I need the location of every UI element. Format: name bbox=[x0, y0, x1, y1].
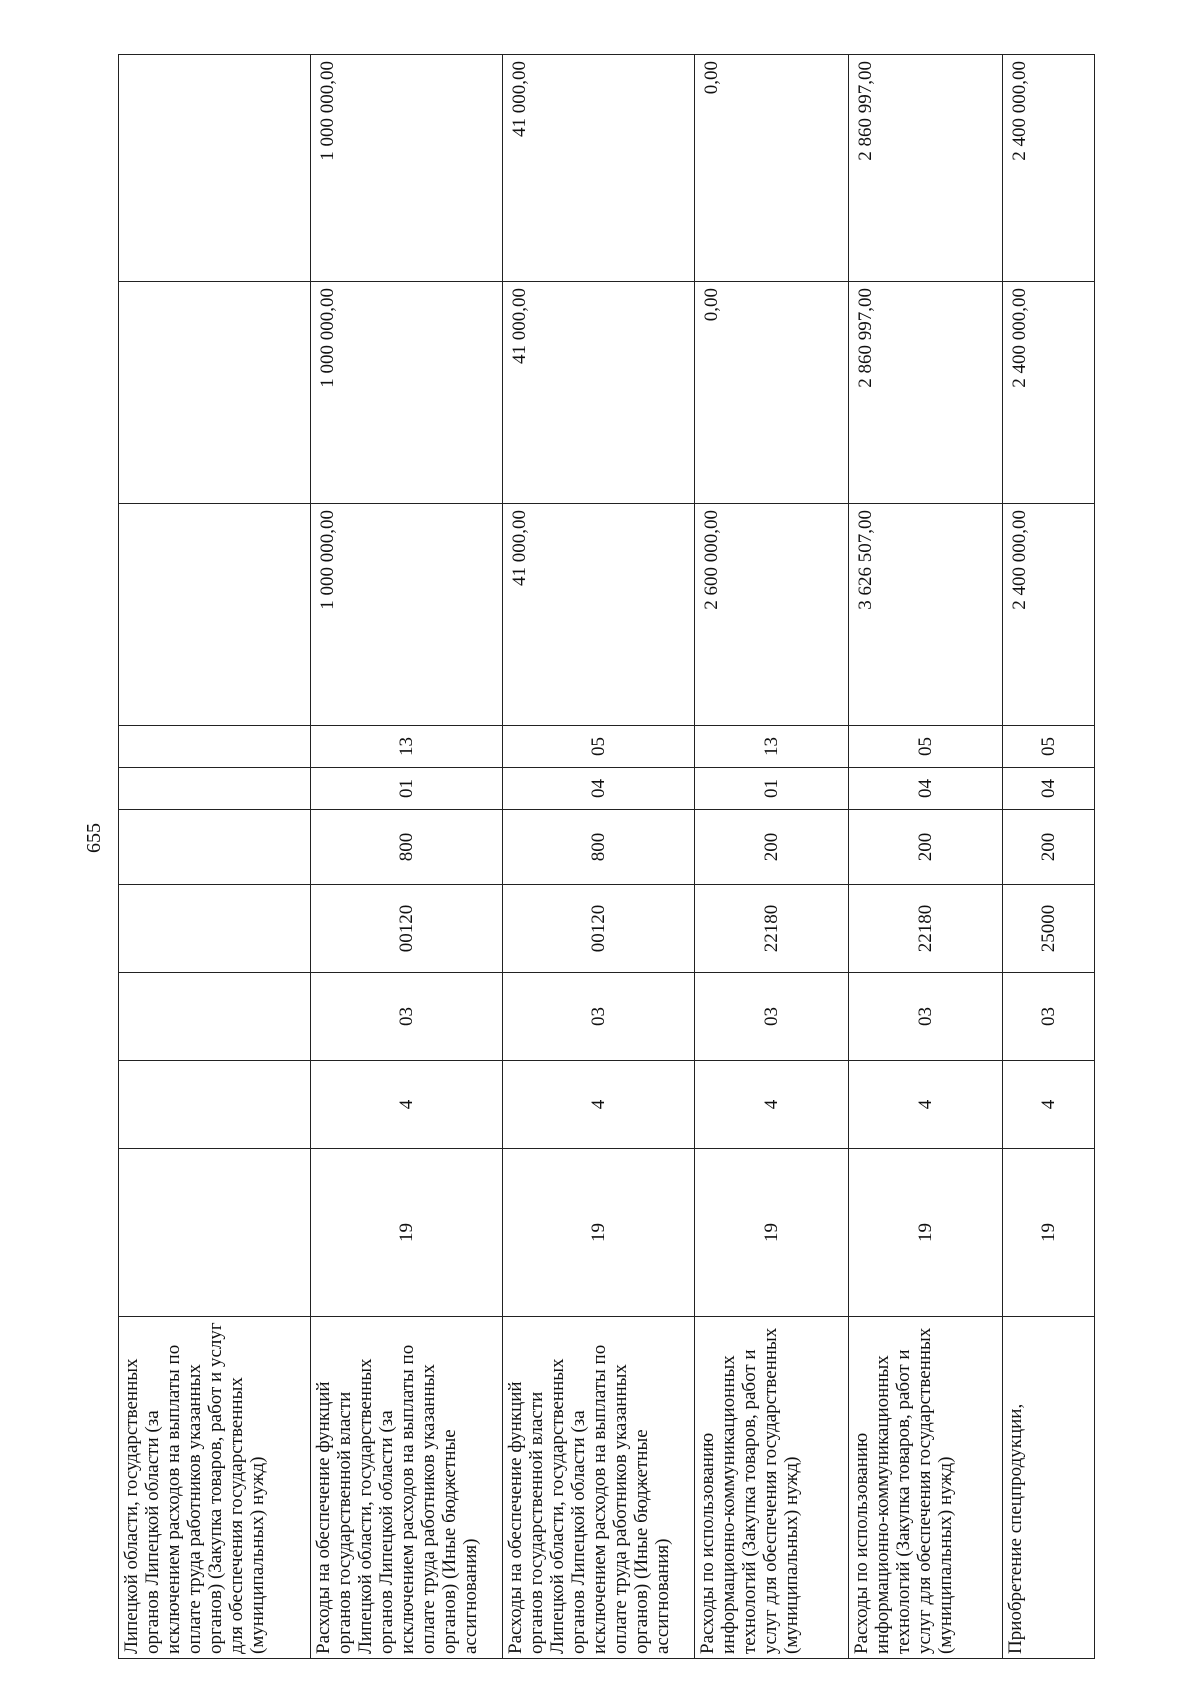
code-cell: 05 bbox=[503, 726, 695, 768]
code-cell: 19 bbox=[503, 1149, 695, 1317]
description-cell: Расходы по использованию информационно-коммуникационных технологий (Закупка товаров, работ и услуг для обеспечения государственных (муниципальных) нужд) bbox=[695, 1317, 849, 1659]
code-cell: 00120 bbox=[503, 885, 695, 973]
code-cell: 22180 bbox=[695, 885, 849, 973]
description-cell: Приобретение спецпродукции, bbox=[1003, 1317, 1095, 1659]
amount-cell: 2 600 000,00 bbox=[695, 504, 849, 726]
code-cell: 4 bbox=[849, 1061, 1003, 1149]
amount-cell bbox=[119, 282, 311, 504]
table-row bbox=[849, 55, 1003, 1659]
code-cell: 13 bbox=[695, 726, 849, 768]
code-cell: 800 bbox=[311, 810, 503, 885]
budget-table-rotated bbox=[118, 55, 1094, 1659]
code-cell: 03 bbox=[311, 973, 503, 1061]
code-cell: 03 bbox=[849, 973, 1003, 1061]
code-cell: 200 bbox=[849, 810, 1003, 885]
code-cell: 19 bbox=[849, 1149, 1003, 1317]
amount-cell: 41 000,00 bbox=[503, 282, 695, 504]
code-cell: 19 bbox=[695, 1149, 849, 1317]
code-cell: 4 bbox=[311, 1061, 503, 1149]
amount-cell: 3 626 507,00 bbox=[849, 504, 1003, 726]
code-cell: 05 bbox=[849, 726, 1003, 768]
code-cell: 03 bbox=[503, 973, 695, 1061]
code-cell: 25000 bbox=[1003, 885, 1095, 973]
table-row bbox=[695, 55, 849, 1659]
code-cell: 04 bbox=[503, 768, 695, 810]
amount-cell: 2 400 000,00 bbox=[1003, 282, 1095, 504]
code-cell: 01 bbox=[311, 768, 503, 810]
code-cell: 04 bbox=[849, 768, 1003, 810]
amount-cell bbox=[119, 504, 311, 726]
code-cell: 00120 bbox=[311, 885, 503, 973]
description-cell: Липецкой области, государственных органов Липецкой области (за исключением расходов на выплаты по оплате труда работников указанных органов) (Закупка товаров, работ и услуг для обеспечения государственных (муниципальных) нужд) bbox=[119, 1317, 311, 1659]
code-cell bbox=[119, 726, 311, 768]
code-cell: 4 bbox=[503, 1061, 695, 1149]
amount-cell: 1 000 000,00 bbox=[311, 282, 503, 504]
code-cell bbox=[119, 885, 311, 973]
amount-cell: 0,00 bbox=[695, 55, 849, 282]
amount-cell: 1 000 000,00 bbox=[311, 55, 503, 282]
code-cell: 800 bbox=[503, 810, 695, 885]
description-cell: Расходы на обеспечение функций органов государственной власти Липецкой области, государственных органов Липецкой области (за исключением расходов на выплаты по оплате труда работников указанных органов) (Иные бюджетные ассигнования) bbox=[503, 1317, 695, 1659]
table-frame bbox=[118, 55, 1094, 1659]
code-cell bbox=[119, 1149, 311, 1317]
code-cell: 4 bbox=[1003, 1061, 1095, 1149]
amount-cell: 2 860 997,00 bbox=[849, 55, 1003, 282]
table-row bbox=[119, 55, 311, 1659]
amount-cell: 0,00 bbox=[695, 282, 849, 504]
code-cell: 13 bbox=[311, 726, 503, 768]
amount-cell: 2 860 997,00 bbox=[849, 282, 1003, 504]
description-cell: Расходы на обеспечение функций органов государственной власти Липецкой области, государственных органов Липецкой области (за исключением расходов на выплаты по оплате труда работников указанных органов) (Иные бюджетные ассигнования) bbox=[311, 1317, 503, 1659]
code-cell: 22180 bbox=[849, 885, 1003, 973]
amount-cell: 41 000,00 bbox=[503, 55, 695, 282]
code-cell: 200 bbox=[1003, 810, 1095, 885]
code-cell: 19 bbox=[1003, 1149, 1095, 1317]
code-cell bbox=[119, 973, 311, 1061]
amount-cell bbox=[119, 55, 311, 282]
code-cell bbox=[119, 810, 311, 885]
code-cell: 03 bbox=[695, 973, 849, 1061]
amount-cell: 1 000 000,00 bbox=[311, 504, 503, 726]
code-cell: 03 bbox=[1003, 973, 1095, 1061]
amount-cell: 41 000,00 bbox=[503, 504, 695, 726]
code-cell: 200 bbox=[695, 810, 849, 885]
code-cell: 4 bbox=[695, 1061, 849, 1149]
code-cell bbox=[119, 768, 311, 810]
budget-table bbox=[118, 54, 1095, 1659]
table-row bbox=[1003, 55, 1095, 1659]
description-cell: Расходы по использованию информационно-коммуникационных технологий (Закупка товаров, работ и услуг для обеспечения государственных (муниципальных) нужд) bbox=[849, 1317, 1003, 1659]
code-cell: 01 bbox=[695, 768, 849, 810]
code-cell bbox=[119, 1061, 311, 1149]
code-cell: 04 bbox=[1003, 768, 1095, 810]
table-row bbox=[311, 55, 503, 1659]
page-number: 655 bbox=[83, 823, 105, 853]
code-cell: 19 bbox=[311, 1149, 503, 1317]
code-cell: 05 bbox=[1003, 726, 1095, 768]
amount-cell: 2 400 000,00 bbox=[1003, 55, 1095, 282]
table-row bbox=[503, 55, 695, 1659]
amount-cell: 2 400 000,00 bbox=[1003, 504, 1095, 726]
